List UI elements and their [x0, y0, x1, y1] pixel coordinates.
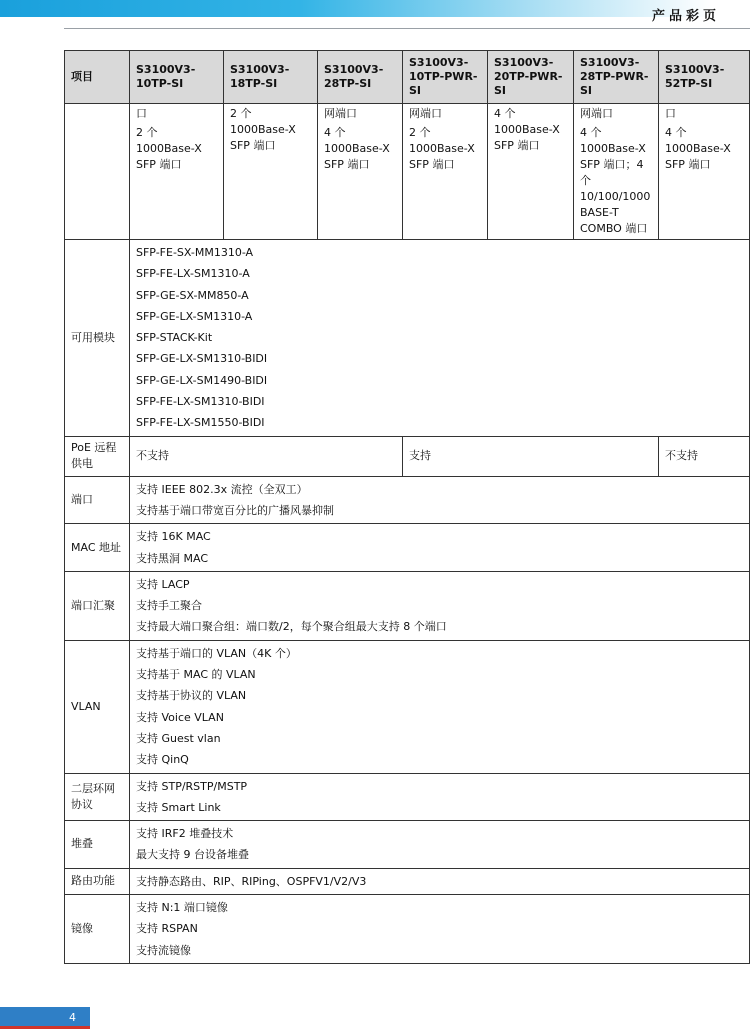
ports-label-cell — [65, 104, 130, 240]
vlan-row — [65, 640, 750, 773]
list-item: SFP-FE-LX-SM1310-BIDI — [136, 395, 265, 409]
list-item: 支持手工聚合 — [136, 599, 202, 613]
column-header: S3100V3-18TP-SI — [224, 51, 318, 104]
row-label: 端口 — [65, 476, 130, 524]
cell-line: 2 个 1000Base-X SFP 端口 — [230, 107, 296, 152]
row-label: VLAN — [65, 640, 130, 773]
routing-row — [65, 868, 750, 894]
list-item: 支持 LACP — [136, 577, 190, 591]
row-label: MAC 地址 — [65, 524, 130, 572]
cell-line: 口 — [665, 107, 676, 120]
list-item: 支持 16K MAC — [136, 530, 211, 544]
section-title: 产品彩页 — [651, 9, 720, 24]
list-item: 支持基于 MAC 的 VLAN — [136, 668, 256, 682]
ports-cell — [130, 104, 224, 240]
row-label: 堆叠 — [65, 821, 130, 869]
cell-line: 网端口 — [409, 107, 442, 120]
list-item: 支持 Guest vlan — [136, 731, 221, 745]
ports-cell — [574, 104, 659, 240]
list-item: SFP-STACK-Kit — [136, 331, 213, 345]
vlan-cell — [130, 640, 750, 773]
aggregation-cell — [130, 571, 750, 640]
column-header: 项目 — [65, 51, 130, 104]
ports-cell — [318, 104, 403, 240]
cell-line: 网端口 — [580, 107, 613, 120]
cell-line: 2 个 1000Base-X SFP 端口 — [409, 126, 475, 171]
poe-value: 支持 — [403, 436, 659, 476]
list-item: SFP-FE-LX-SM1550-BIDI — [136, 416, 265, 430]
column-header: S3100V3-52TP-SI — [659, 51, 750, 104]
poe-row — [65, 436, 750, 476]
list-item: 支持 STP/RSTP/MSTP — [136, 779, 248, 793]
list-item: 支持最大端口聚合组：端口数/2，每个聚合组最大支持 8 个端口 — [136, 620, 447, 634]
list-item: SFP-GE-LX-SM1310-A — [136, 309, 253, 323]
column-header: S3100V3-28TP-SI — [318, 51, 403, 104]
port-cell — [130, 476, 750, 524]
port-row — [65, 476, 750, 524]
stacking-row — [65, 821, 750, 869]
list-item: 支持 Voice VLAN — [136, 710, 224, 724]
list-item: 支持 IRF2 堆叠技术 — [136, 827, 234, 841]
row-label: 端口汇聚 — [65, 571, 130, 640]
ports-cell — [224, 104, 318, 240]
ports-row — [65, 104, 750, 240]
column-header: S3100V3-10TP-PWR-SI — [403, 51, 488, 104]
list-item: SFP-GE-LX-SM1310-BIDI — [136, 352, 268, 366]
cell-line: 网端口 — [324, 107, 357, 120]
top-gradient-bar — [0, 0, 750, 17]
list-item: SFP-FE-LX-SM1310-A — [136, 267, 250, 281]
routing-cell — [130, 868, 750, 894]
cell-line: 2 个 1000Base-X SFP 端口 — [136, 126, 202, 171]
row-label: 路由功能 — [65, 868, 130, 894]
list-item: 支持基于端口的 VLAN（4K 个） — [136, 646, 297, 660]
mirror-row — [65, 895, 750, 964]
column-header: S3100V3-28TP-PWR-SI — [574, 51, 659, 104]
modules-row — [65, 240, 750, 437]
poe-value: 不支持 — [130, 436, 403, 476]
list-item: 最大支持 9 台设备堆叠 — [136, 848, 249, 862]
list-item: 支持黑洞 MAC — [136, 551, 208, 565]
ports-cell — [403, 104, 488, 240]
list-item: 支持静态路由、RIP、RIPing、OSPFV1/V2/V3 — [136, 874, 367, 888]
list-item: 支持流镜像 — [136, 943, 191, 957]
l2ring-row — [65, 773, 750, 821]
spec-table — [64, 50, 750, 964]
list-item: 支持 Smart Link — [136, 800, 221, 814]
poe-value: 不支持 — [659, 436, 750, 476]
cell-line: 4 个 1000Base-X SFP 端口 — [665, 126, 731, 171]
column-header: S3100V3-10TP-SI — [130, 51, 224, 104]
mirror-cell — [130, 895, 750, 964]
mac-cell — [130, 524, 750, 572]
ports-cell — [488, 104, 574, 240]
cell-line: 4 个 1000Base-X SFP 端口 — [494, 107, 560, 152]
row-label: 镜像 — [65, 895, 130, 964]
modules-cell — [130, 240, 750, 437]
column-header: S3100V3-20TP-PWR-SI — [488, 51, 574, 104]
list-item: 支持 QinQ — [136, 753, 189, 767]
list-item: 支持基于协议的 VLAN — [136, 689, 247, 703]
ports-cell — [659, 104, 750, 240]
l2ring-cell — [130, 773, 750, 821]
list-item: 支持 RSPAN — [136, 922, 198, 936]
row-label: 二层环网协议 — [65, 773, 130, 821]
header-rule — [64, 28, 750, 29]
list-item: 支持 N:1 端口镜像 — [136, 901, 228, 915]
table-header-row — [65, 51, 750, 104]
cell-line: 口 — [136, 107, 147, 120]
list-item: SFP-GE-SX-MM850-A — [136, 288, 249, 302]
page-number: 4 — [69, 1011, 76, 1024]
cell-line: 4 个 1000Base-X SFP 端口 — [324, 126, 390, 171]
list-item: SFP-FE-SX-MM1310-A — [136, 246, 254, 259]
row-label: PoE 远程供电 — [65, 436, 130, 476]
row-label: 可用模块 — [65, 240, 130, 437]
list-item: 支持基于端口带宽百分比的广播风暴抑制 — [136, 503, 334, 517]
list-item: SFP-GE-LX-SM1490-BIDI — [136, 373, 268, 387]
list-item: 支持 IEEE 802.3x 流控（全双工） — [136, 482, 308, 496]
aggregation-row — [65, 571, 750, 640]
mac-row — [65, 524, 750, 572]
stacking-cell — [130, 821, 750, 869]
cell-line: 4 个 1000Base-X SFP 端口；4 个 10/100/1000 BASE-T COMBO 端口 — [580, 126, 651, 235]
page-accent-line — [0, 1026, 90, 1029]
